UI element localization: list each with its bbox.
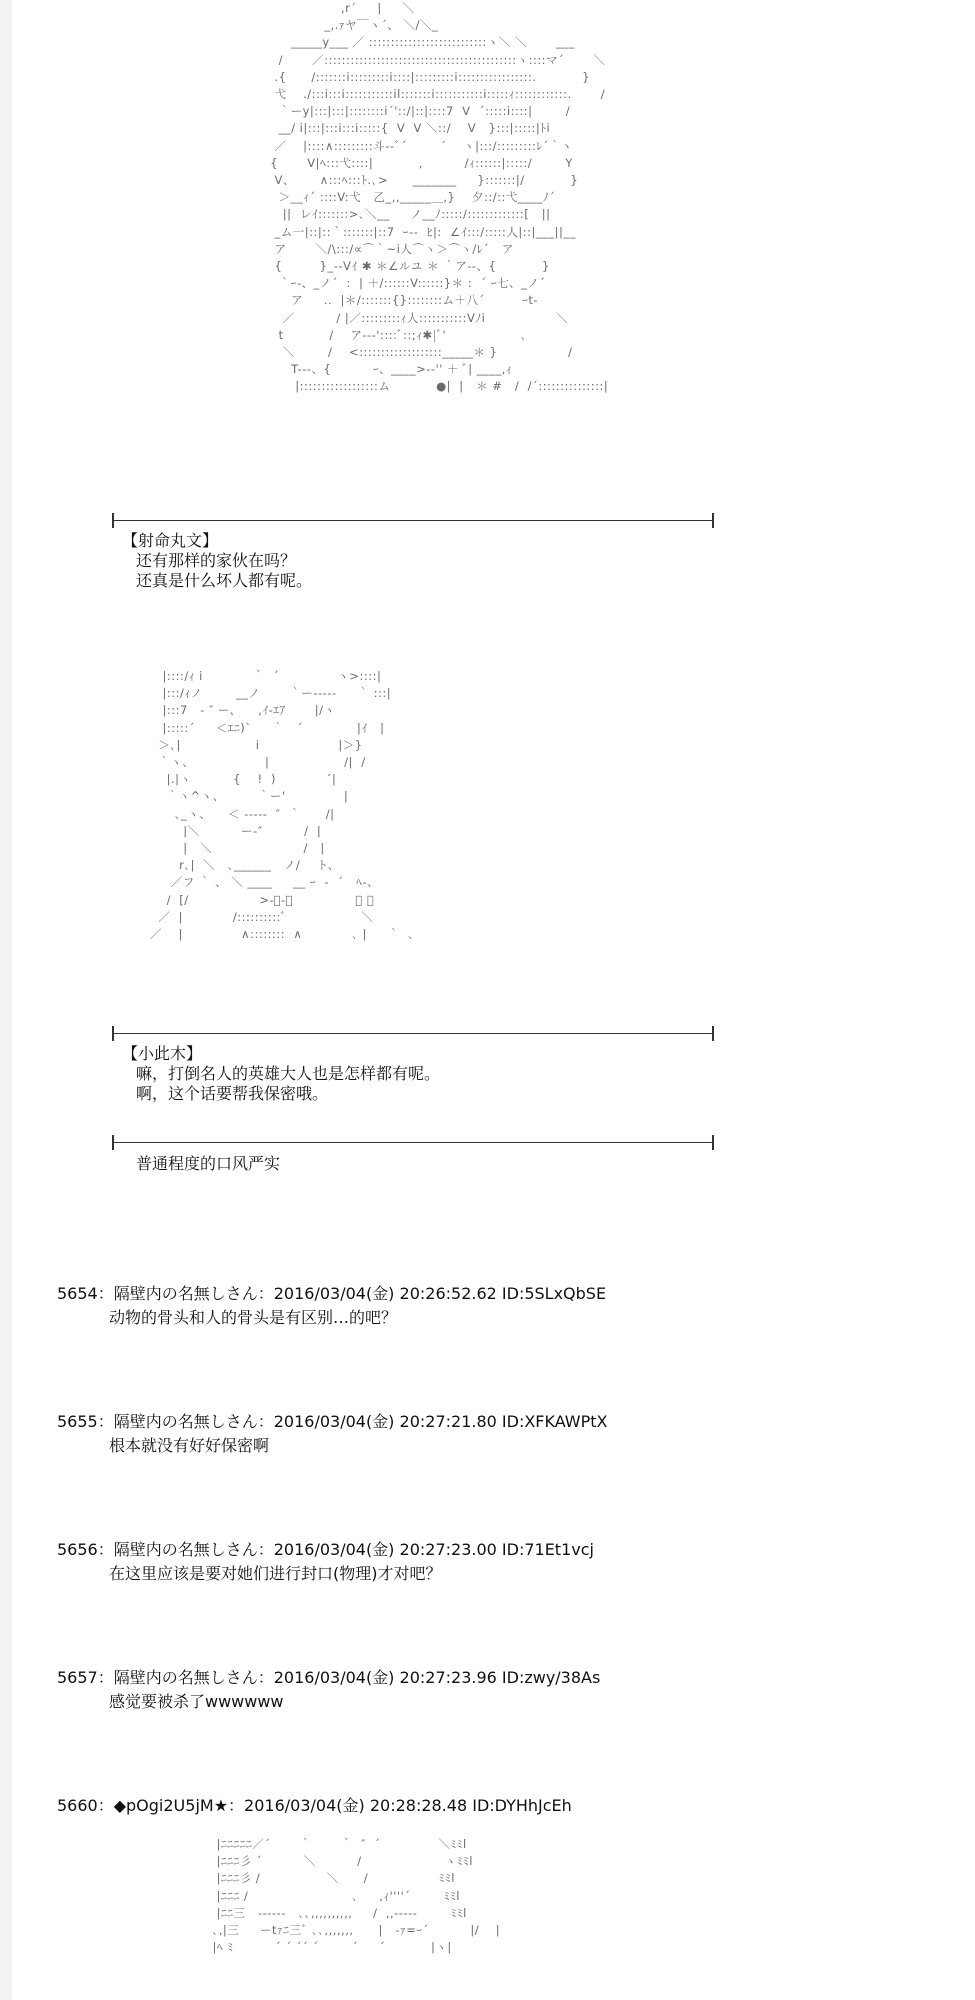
dialogue-line: 还真是什么坏人都有呢。 <box>136 571 313 590</box>
dialogue-okonogi <box>122 1044 440 1104</box>
speaker-name: 【小此木】 <box>122 1044 203 1063</box>
post-body: 根本就没有好好保密啊 <box>109 1436 270 1455</box>
post-5654 <box>57 1282 606 1330</box>
post-5657 <box>57 1666 600 1714</box>
post-5656 <box>57 1538 594 1586</box>
speaker-name: 【射命丸文】 <box>122 531 219 550</box>
ascii-art-okonogi: |::::/ｨ i ｀ ´ ヽ>::::| |:::/ｨノ __ノ ｀ー----- ｀ :::| |:::7 - ″ ー、 ,ｲ-ｴｱ |/ヽ |:::::´ ＜ｴﾆ)` ｀ ´ |ｲ | ＞､| i |＞} ｀ヽ、 | /| / |.|ヽ { ! ) ´| ｀ヽ^ヽ、 ｀ー' | ､_ヽ、 ＜ ----- ″ ｀ /| |＼ ー‐″ / | | ＼ / | r､| ＼ ､______ ノ/ ト、 ／フ ｀ 、 ＼ ____ __ ｰ - ´ ﾍ-、 / [/ >-ﾞ-､ ｀ ､ ／ | /::::::::::ﾞ ＼ ／ | ∧:::::::: ∧ ､ | ｀ ､ <box>150 669 415 942</box>
post-5660 <box>57 1794 572 1818</box>
ascii-art-aya: ,r´ | ＼ _,.ｧヤ￣ヽ´、 ＼/＼_ _____y___ ／ :::::::::::::::::::::::::::ヽ＼ ＼ ___ / ／::::::::::::::::::::::::::::::::::::::::::::ヽ::::マ´ ＼ .{ /:::::::i:::::::::i::::|:::::::::i:::::::::::::::::. } 弋 ./:::i:::i:::::::::::il:::::::i:::::::::::i:::::ｨ::::::::::::. / ｀ーy|:::|:::|::::::::i´'::/|::|::::7 V ´:::::i::::| / __/ i|:::|:::i:::i:::::{ V V ＼::/ V }:::|:::::|ﾄi ／ |::::∧:::::::::斗--ﾞ´ ´ ヽ|:::/:::::::::ﾚ´｀ヽ { V|ﾍ:::弋::::| , /ｨ::::::|:::::/ Y V、 ∧:::ﾍ:::ﾄ.､> _______ }:::::::|/ } ＞__ｨ´ ::::V:弋 乙_,,_____＿,} 夕::/::弋____ﾉ´ || レｲ:::::::>､＼__ ノ__ﾉ:::::/:::::::::::::[ || _ム一|::|::｀:::::::|::7 ｰ-- ﾋ|: ∠ｲ:::/:::::人|::|___||__ ア ＼/\:::/∝⌒｀~i人⌒ヽ＞⌒ヽ/ﾚ´ ア { }_--Vｲ ✱ ＊∠ルユ ＊ ｀ア--、{ } ｀ｰ‐、_ノ´ : | ＋/::::::V::::::}＊ : ´ ｰ七、_ノ´ ア .. |＊/:::::::{}::::::::ム＋八´ ｰt- ／ / |／:::::::::ｨ人:::::::::::Vﾉi ＼ t / ア--‐'::::ﾞ::;ｨ✱|ﾞ' ､ ＼ / <:::::::::::::::::::_____＊ } / T---、{ ｰ、____>-‐'' ＋ ﾞ| ____,ｨ |::::::::::::::::::ム ●| | ＊ # / /´:::::::::::::::| <box>270 1 609 394</box>
post-body: 在这里应该是要对她们进行封口(物理)才对吧？ <box>109 1564 442 1583</box>
post-body: 感觉要被杀了wwwwww <box>109 1692 284 1711</box>
post-header: 5656：隔壁内の名無しさん：2016/03/04(金) 20:27:23.00 ID:71Et1vcj <box>57 1540 594 1559</box>
dialogue-line: 嘛，打倒名人的英雄大人也是怎样都有呢。 <box>136 1064 441 1083</box>
post-5655 <box>57 1410 607 1458</box>
page-left-margin <box>0 0 12 2000</box>
divider-3 <box>112 1142 714 1143</box>
narration-text: 普通程度的口风严实 <box>136 1154 281 1173</box>
ascii-art-bottom: |ﾆﾆﾆﾆﾆ／´ ｀ ｀ ″ ´ ＼ﾐﾐl |ﾆﾆﾆ彡 ´ ＼ / ヽﾐﾐl |ﾆﾆﾆ彡 / ＼ / ﾐﾐl |ﾆﾆﾆ / ､ ,ｨ''''´ ﾐﾐl |ﾆﾆ三 ------ ､､,,,,,,,,,, / ,,---‐‐ ﾐﾐl ､,|三 ーtｧﾆ三ﾞ ､､,,,,,,, | -ｧ=ｰ´ |/ | |ﾍ ﾐ ´ ´ ´´ ´ ´ ´ |ヽ| <box>212 1837 501 1955</box>
dialogue-line: 啊，这个话要帮我保密哦。 <box>136 1084 329 1103</box>
dialogue-aya <box>122 531 312 591</box>
dialogue-line: 还有那样的家伙在吗？ <box>136 551 297 570</box>
post-body: 动物的骨头和人的骨头是有区别…的吧？ <box>109 1308 398 1327</box>
divider-1 <box>112 520 714 521</box>
post-header: 5654：隔壁内の名無しさん：2016/03/04(金) 20:26:52.62 ID:5SLxQbSE <box>57 1284 607 1303</box>
divider-2 <box>112 1033 714 1034</box>
post-header: 5657：隔壁内の名無しさん：2016/03/04(金) 20:27:23.96 ID:zwy/38As <box>57 1668 601 1687</box>
post-header: 5660：◆pOgi2U5jM★：2016/03/04(金) 20:28:28.48 ID:DYHhJcEh <box>57 1796 572 1815</box>
post-header: 5655：隔壁内の名無しさん：2016/03/04(金) 20:27:21.80 ID:XFKAWPtX <box>57 1412 608 1431</box>
